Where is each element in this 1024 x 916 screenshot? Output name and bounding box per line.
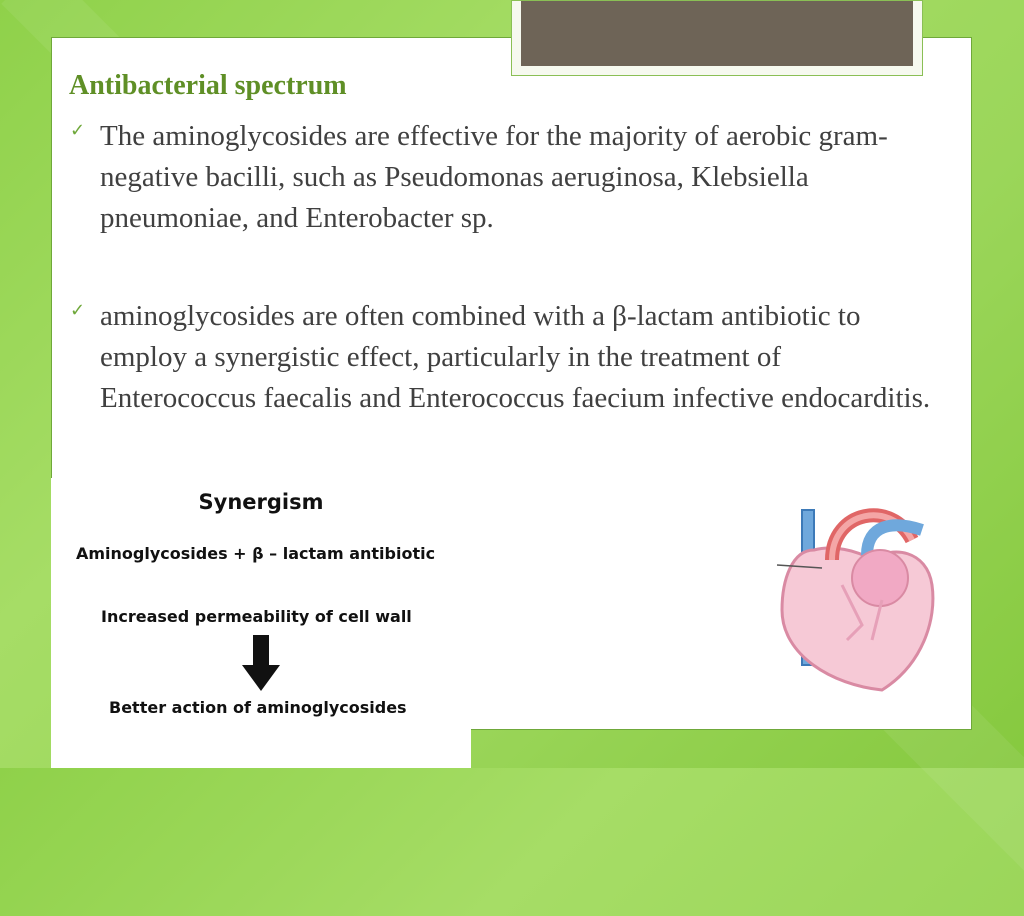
down-arrow-icon: [242, 635, 280, 691]
synergism-mechanism: Increased permeability of cell wall: [101, 607, 412, 626]
heart-illustration: [772, 490, 942, 695]
slide-heading: Antibacterial spectrum: [69, 70, 347, 101]
title-tab-fill: [521, 1, 913, 66]
check-icon: ✓: [70, 120, 86, 141]
bullet-item-2: [70, 296, 940, 419]
bullet-text-2: aminoglycosides are often combined with a β-lactam antibiotic to employ a synergistic effect, particularly in the treatment of Enterococcus faecalis and Enterococcus faecium infective endocarditis.: [100, 300, 931, 414]
synergism-title: Synergism: [198, 490, 324, 514]
bullet-text-1: The aminoglycosides are effective for the majority of aerobic gram-negative bacilli, such as Pseudomonas aeruginosa, Klebsiella pneumoniae, and Enterobacter sp.: [100, 120, 888, 234]
bullet-item-1: [70, 116, 940, 239]
synergism-result: Better action of aminoglycosides: [109, 698, 407, 717]
synergism-combination: Aminoglycosides + β – lactam antibiotic: [76, 544, 436, 563]
check-icon: ✓: [70, 300, 86, 321]
title-tab: [511, 0, 923, 76]
synergism-diagram: [51, 478, 471, 768]
